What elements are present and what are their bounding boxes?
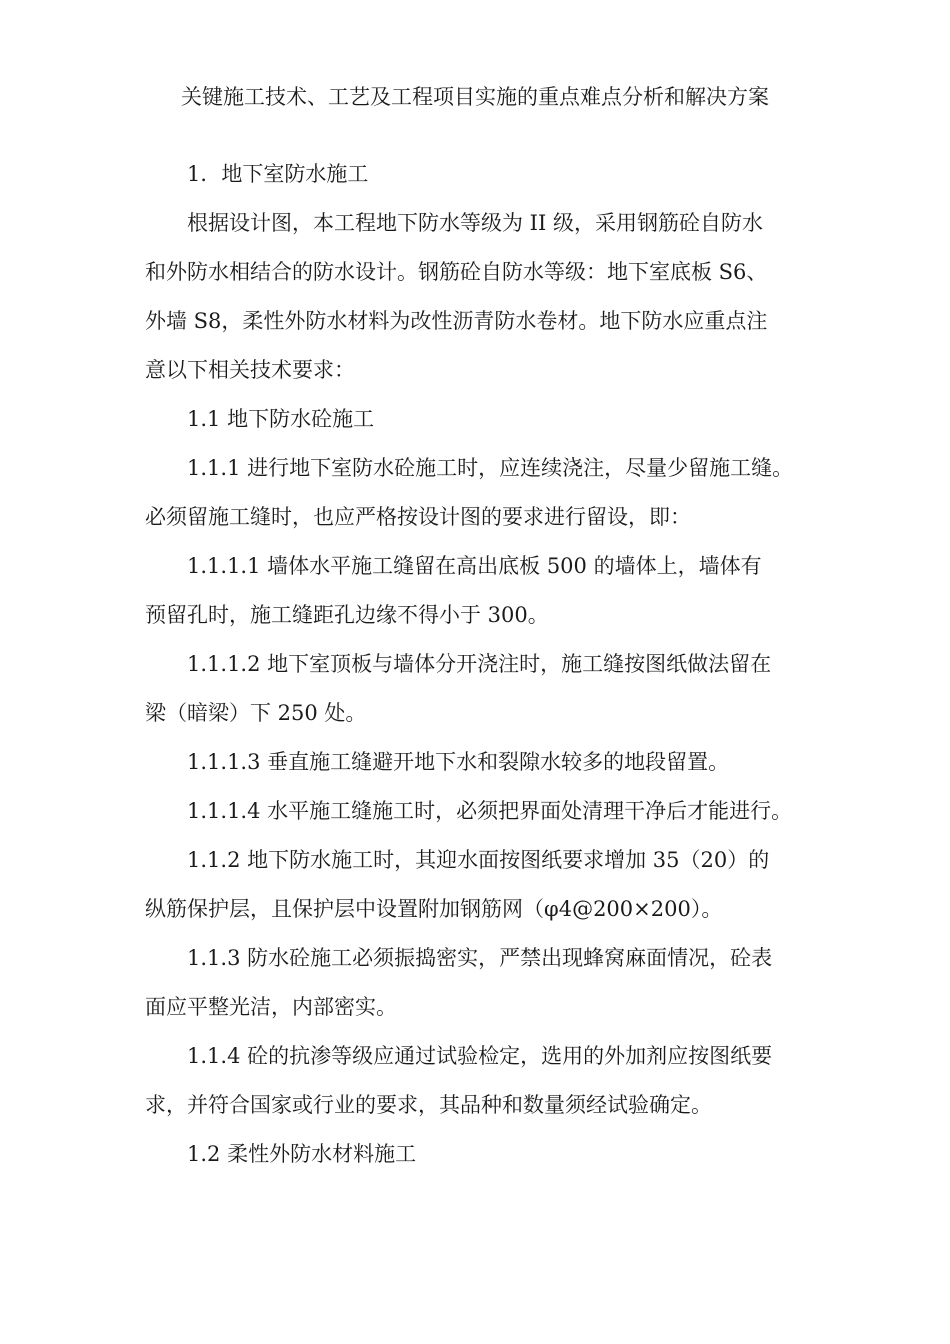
paragraph-line: 1.1.4 砼的抗渗等级应通过试验检定，选用的外加剂应按图纸要	[187, 1044, 773, 1068]
paragraph	[145, 836, 810, 934]
paragraph	[145, 199, 810, 395]
paragraph-line: 求，并符合国家或行业的要求，其品种和数量须经试验确定。	[145, 1093, 712, 1117]
paragraph	[145, 150, 810, 199]
paragraph-line: 1．地下室防水施工	[187, 162, 369, 186]
paragraph-line: 1.1.1.3 垂直施工缝避开地下水和裂隙水较多的地段留置。	[187, 750, 730, 774]
paragraph	[145, 640, 810, 738]
paragraph-line: 1.1.3 防水砼施工必须振捣密实，严禁出现蜂窝麻面情况，砼表	[187, 946, 773, 970]
paragraph-line: 1.1.1.4 水平施工缝施工时，必须把界面处清理干净后才能进行。	[187, 799, 793, 823]
paragraph	[145, 1130, 810, 1179]
paragraph-line: 1.1.1.2 地下室顶板与墙体分开浇注时，施工缝按图纸做法留在	[187, 652, 772, 676]
paragraph-line: 1.1.1.1 墙体水平施工缝留在高出底板 500 的墙体上，墙体有	[187, 554, 762, 578]
paragraph-line: 梁（暗梁）下 250 处。	[145, 701, 367, 725]
paragraph-line: 1.1 地下防水砼施工	[187, 407, 375, 431]
paragraph	[145, 787, 810, 836]
paragraph	[145, 738, 810, 787]
paragraph-line: 纵筋保护层，且保护层中设置附加钢筋网（φ4@200×200）。	[145, 897, 723, 921]
paragraph-line: 1.2 柔性外防水材料施工	[187, 1142, 417, 1166]
paragraph	[145, 1032, 810, 1130]
paragraph	[145, 444, 810, 542]
paragraph-line: 面应平整光洁，内部密实。	[145, 995, 397, 1019]
document-title: 关键施工技术、工艺及工程项目实施的重点难点分析和解决方案	[181, 85, 769, 109]
paragraph-line: 外墙 S8，柔性外防水材料为改性沥青防水卷材。地下防水应重点注	[145, 309, 768, 333]
paragraph	[145, 542, 810, 640]
paragraph-line: 1.1.2 地下防水施工时，其迎水面按图纸要求增加 35（20）的	[187, 848, 770, 872]
paragraph-line: 根据设计图，本工程地下防水等级为 II 级，采用钢筋砼自防水	[187, 211, 763, 235]
paragraph	[145, 395, 810, 444]
paragraph-line: 必须留施工缝时，也应严格按设计图的要求进行留设，即：	[145, 505, 691, 529]
paragraph-line: 预留孔时，施工缝距孔边缘不得小于 300。	[145, 603, 549, 627]
paragraph-line: 和外防水相结合的防水设计。钢筋砼自防水等级：地下室底板 S6、	[145, 260, 768, 284]
paragraph-line: 意以下相关技术要求：	[145, 358, 355, 382]
paragraph	[145, 934, 810, 1032]
paragraph-line: 1.1.1 进行地下室防水砼施工时，应连续浇注，尽量少留施工缝。	[187, 456, 794, 480]
document-body	[145, 150, 810, 1179]
